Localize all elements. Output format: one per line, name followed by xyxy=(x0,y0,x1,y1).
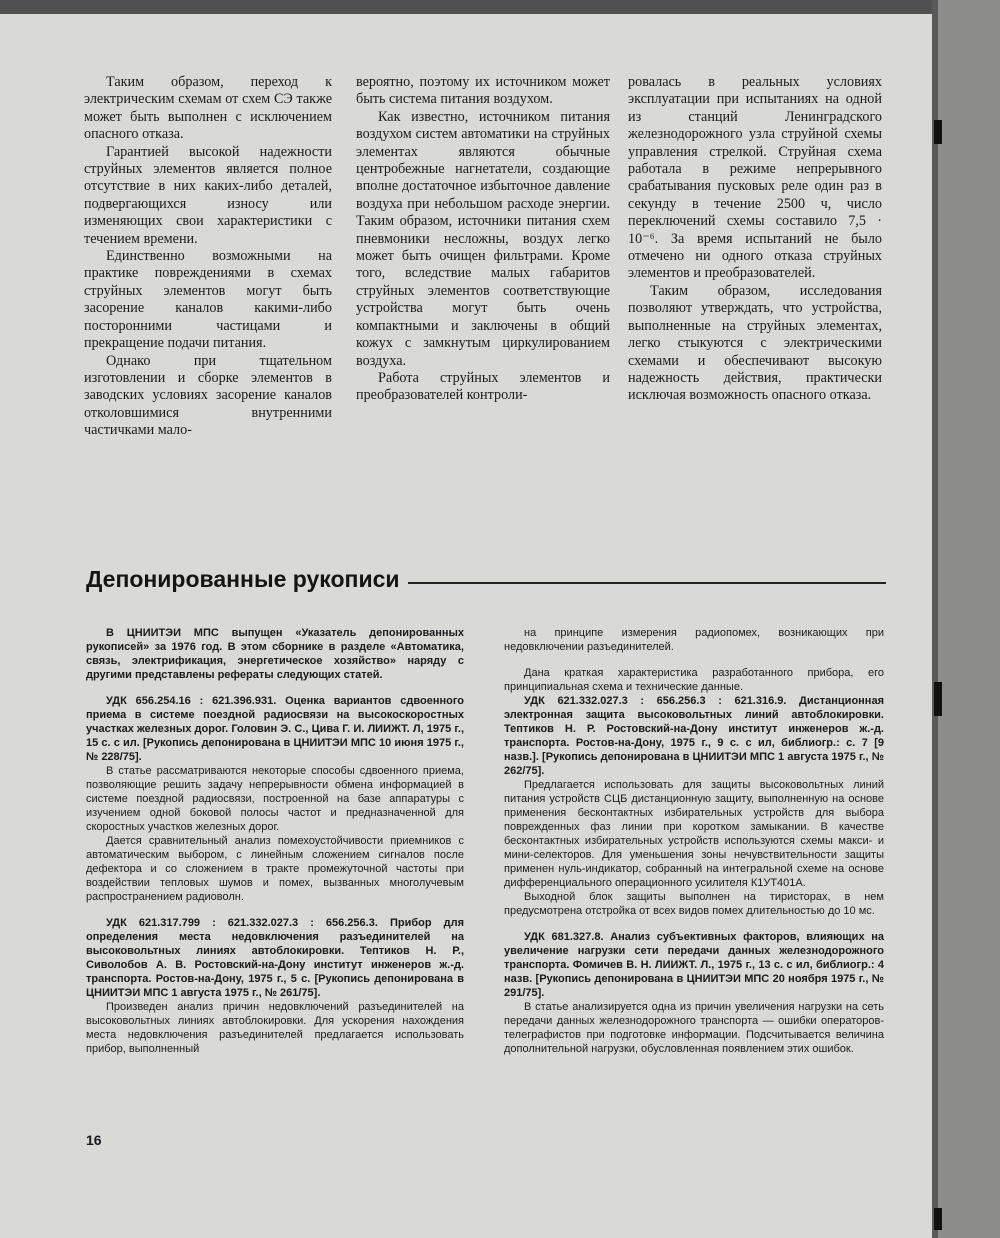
section-heading xyxy=(86,562,886,596)
edge-mark xyxy=(934,1208,942,1230)
abstract-paragraph: В статье анализируется одна из причин увеличения нагрузки на сеть передачи данных железнодорожного транспорта — ошибки операторов-телеграфистов при подготовке информации. Подсчитывается величина дополнительной нагрузки, обусловленная появлением этих ошибок. xyxy=(504,1001,884,1055)
abstracts-column-left xyxy=(86,626,464,1056)
section-title: Депонированные рукописи xyxy=(86,565,400,592)
abstract-paragraph: на принципе измерения радиопомех, возникающих при недовключении разъединителей. xyxy=(504,627,884,653)
top-shadow xyxy=(0,0,932,14)
abstracts-column-right xyxy=(504,626,884,1056)
paragraph: Единственно возможными на практике повреждениями в схемах струйных элементов могут быть засорение каналов какими-либо посторонними частицами и прекращение подачи питания. xyxy=(84,248,332,352)
abstract-header: УДК 621.332.027.3 : 656.256.3 : 621.316.9. Дистанционная электронная защита высоковольтных линий автоблокировки. Тептиков Н. Р. Ростовский-на-Дону институт инженеров ж.-д. транспорта. Ростов-на-Дону, 1975 г., 9 с. с ил, библиогр.: с. 7 [9 назв.]. [Рукопись депонирована в ЦНИИТЭИ МПС 1 августа 1975 г., № 262/75]. xyxy=(504,695,884,777)
abstract-header: УДК 621.317.799 : 621.332.027.3 : 656.256.3. Прибор для определения места недовключения разъединителей на высоковольтных линиях автоблокировки. Тептиков Н. Р., Сиволобов А. В. Ростовский-на-Дону институт инженеров ж.-д. транспорта. Ростов-на-Дону, 1975 г., 5 с. [Рукопись депонирована в ЦНИИТЭИ МПС 1 августа 1975 г., № 261/75]. xyxy=(86,917,464,999)
abstract-header: УДК 656.254.16 : 621.396.931. Оценка вариантов сдвоенного приема в системе поездной радиосвязи на высокоскоростных участках железных дорог. Головин Э. С., Цива Г. И. ЛИИЖТ. Л, 1975 г., 15 с. с ил. [Рукопись депонирована в ЦНИИТЭИ МПС 10 июня 1975 г., № 228/75]. xyxy=(86,695,464,763)
edge-mark xyxy=(934,120,942,144)
abstract-paragraph: Произведен анализ причин недовключений разъединителей на высоковольтных линиях автоблокировки. Для ускорения нахождения места недовключения разъединителей предлагается использовать прибор, выполненный xyxy=(86,1001,464,1055)
paragraph: вероятно, поэтому их источником может быть система питания воздухом. xyxy=(356,74,610,108)
article-column-3 xyxy=(628,74,882,405)
abstract-paragraph: Дана краткая характеристика разработанного прибора, его принципиальная схема и технические данные. xyxy=(504,667,884,693)
paragraph: Как известно, источником питания воздухом систем автоматики на струйных элементах являются обычные центробежные нагнетатели, создающие вполне достаточное избыточное давление воздуха при небольшом расходе энергии. Таким образом, источники питания схем пневмоники несложны, воздух легко может быть очищен фильтрами. Кроме того, вследствие малых габаритов струйных элементов соответствующие устройства могут быть очень компактными и заключены в общий кожух с замкнутым циркулированием воздуха. xyxy=(356,108,610,369)
paragraph: ровалась в реальных условиях эксплуатации при испытаниях на одной из станций Ленинградского железнодорожного узла струйной схемы управления стрелкой. Струйная схема работала в режиме непрерывного срабатывания пусковых реле один раз в секунду в течение 2500 ч, число переключений схемы составило 7,5 · 10⁻⁶. За время испытаний не было отмечено ни одного отказа струйных элементов и преобразователей. xyxy=(628,74,882,282)
abstract-header: УДК 681.327.8. Анализ субъективных факторов, влияющих на увеличение нагрузки сети передачи данных железнодорожного транспорта. Фомичев В. Н. ЛИИЖТ. Л., 1975 г., 13 с. с ил, библиогр.: 4 назв. [Рукопись депонирована в ЦНИИТЭИ МПС 20 ноября 1975 г., № 291/75]. xyxy=(504,931,884,999)
abstract-paragraph: В статье рассматриваются некоторые способы сдвоенного приема, позволяющие решить задачу непрерывности обмена информацией в системе поездной радиосвязи, построенной на базе аппаратуры с изучением одной боковой полосы частот и предназначенной для скоростных участков железных дорог. xyxy=(86,765,464,833)
abstract-paragraph: Выходной блок защиты выполнен на тиристорах, в нем предусмотрена отстройка от всех видов помех длительностью до 10 мс. xyxy=(504,891,884,917)
abstract-header: В ЦНИИТЭИ МПС выпущен «Указатель депонированных рукописей» за 1976 год. В этом сборнике в разделе «Автоматика, связь, электрификация, энергетическое хозяйство» наряду с другими представлены рефераты следующих статей. xyxy=(86,627,464,681)
adjacent-page-strip xyxy=(938,0,1000,1238)
abstract-paragraph: Предлагается использовать для защиты высоковольтных линий питания устройств СЦБ дистанционную защиту, выполненную на основе применения бесконтактных избирательных устройств для выбора поврежденных фаз линии при коротком замыкании. В качестве бесконтактных избирательных устройств используются схемы макси- и мини-селекторов. Для уменьшения зоны нечувствительности защиты применен нуль-индикатор, собранный на интегральной схеме на основе дифференциального операционного усилителя К1УТ401А. xyxy=(504,779,884,889)
paragraph: Таким образом, исследования позволяют утверждать, что устройства, выполненные на струйных элементах, легко стыкуются с электрическими схемами и обеспечивают высокую надежность действия, практически исключая возможность опасного отказа. xyxy=(628,282,882,404)
page-edge xyxy=(932,0,1000,1238)
paragraph: Таким образом, переход к электрическим схемам от схем СЭ также может быть выполнен с исключением опасного отказа. xyxy=(84,74,332,143)
paragraph: Гарантией высокой надежности струйных элементов является полное отсутствие в них каких-либо деталей, подвергающихся износу или изменяющих свои характеристики с течением времени. xyxy=(84,143,332,247)
page-number: 16 xyxy=(86,1132,102,1148)
paragraph: Однако при тщательном изготовлении и сборке элементов в заводских условиях засорение каналов отколовшимися внутренними частичками мало- xyxy=(84,352,332,439)
paragraph: Работа струйных элементов и преобразователей контроли- xyxy=(356,369,610,404)
article-column-2 xyxy=(356,74,610,405)
heading-rule xyxy=(408,582,886,584)
abstract-paragraph: Дается сравнительный анализ помехоустойчивости приемников с автоматическим выбором, с линейным сложением сигналов после дефектора и со сложением в тракте промежуточной частоты при воздействии тепловых шумов и помех, вызванных многолучевым распространением радиоволн. xyxy=(86,835,464,903)
article-column-1 xyxy=(84,74,332,440)
edge-mark xyxy=(934,682,942,716)
